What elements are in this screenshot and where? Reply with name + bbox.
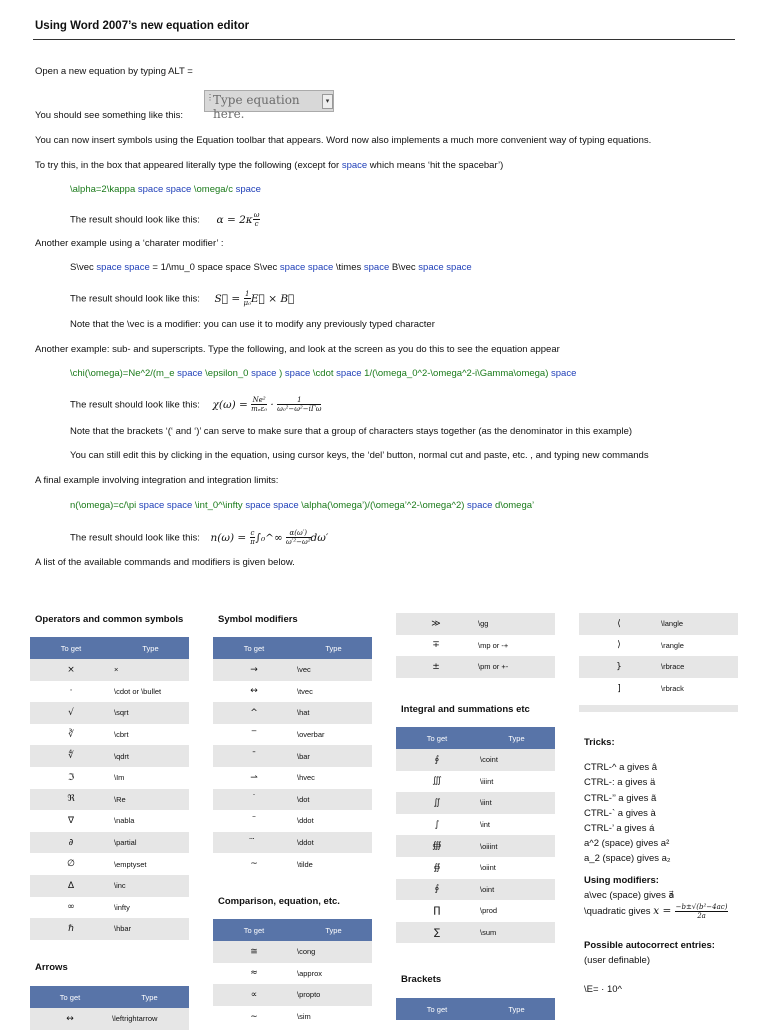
- symbol-cell: ∆: [30, 875, 112, 897]
- col-type: Type: [478, 727, 555, 749]
- command-cell: \inc: [112, 875, 189, 897]
- command-cell: \oiint: [478, 857, 555, 879]
- symbol-cell: →: [213, 659, 295, 681]
- symbol-cell: ∂: [30, 832, 112, 854]
- try-this-text: To try this, in the box that appeared literally type the following (except for space which means ‘hit the spacebar’): [35, 160, 504, 171]
- trick-line: a_2 (space) gives a₂: [584, 853, 671, 865]
- command-cell: \emptyset: [112, 853, 189, 875]
- symbol-cell: ∇: [30, 810, 112, 832]
- col-to-get: To get: [396, 998, 478, 1020]
- table-row: [396, 900, 555, 922]
- symbol-cell: ℑ: [30, 767, 112, 789]
- table-row: [396, 656, 555, 678]
- symbol-cell: ∰: [396, 835, 478, 857]
- table-row: [396, 749, 555, 771]
- ex3-note-2: You can still edit this by clicking in the equation, using cursor keys, the ‘del’ button, normal cut and paste, etc. , and typing new commands: [70, 450, 649, 461]
- page-title: Using Word 2007’s new equation editor: [35, 20, 250, 32]
- col-type: Type: [112, 637, 189, 659]
- ex2-result: The result should look like this: S⃗ = $\frac{1}{\text{μ₀}}$ E⃗ × B⃗: [70, 290, 295, 307]
- trick-line: a^2 (space) gives a²: [584, 838, 670, 850]
- table-row: [579, 613, 738, 635]
- col-to-get: To get: [213, 637, 295, 659]
- command-cell: \cdot or \bullet: [112, 681, 189, 703]
- tricks-panel: [584, 735, 728, 998]
- symbol-cell: ∅: [30, 853, 112, 875]
- command-cell: \langle: [659, 613, 738, 635]
- tricks-heading: Tricks:: [584, 737, 615, 748]
- autocorrect-sub: (user definable): [584, 955, 651, 967]
- symbol-cell: ⟩: [579, 635, 659, 657]
- ex4-heading: A final example involving integration and integration limits:: [35, 475, 279, 486]
- table-row: [396, 613, 555, 635]
- col-type: Type: [478, 998, 555, 1020]
- col-type: Type: [110, 986, 189, 1008]
- modifier-vec-tip: a\vec (space) gives a⃗: [584, 889, 675, 901]
- table-row: [396, 857, 555, 879]
- symbol-cell: ˙: [213, 789, 295, 811]
- symbol-cell: ⟨: [579, 613, 659, 635]
- table-row: [213, 681, 372, 703]
- table-row: [213, 963, 372, 985]
- ex2-heading: Another example using a ‘charater modifier’ :: [35, 238, 224, 249]
- ex2-note: Note that the \vec is a modifier: you can use it to modify any previously typed character: [70, 319, 435, 330]
- ex1-result: The result should look like this: α = 2κ $\frac{\omega}{c}$: [70, 211, 260, 228]
- col-to-get: To get: [30, 986, 110, 1008]
- symbol-cell: ∼: [213, 1006, 295, 1028]
- command-cell: \Re: [112, 789, 189, 811]
- title-rule: [33, 39, 735, 40]
- table-row: [213, 941, 372, 963]
- command-cell: ×: [112, 659, 189, 681]
- angles-table: [579, 613, 738, 699]
- symbol-cell: ¨: [213, 810, 295, 832]
- command-cell: \sqrt: [112, 702, 189, 724]
- ex3-code: \chi(\omega)=Ne^2/(m_e space \epsilon_0 space ) space \cdot space 1/(\omega_0^2-\omega^2-i\Gamma\omega) space: [70, 368, 577, 379]
- symbol-cell: ∫: [396, 814, 478, 836]
- table-row: [213, 724, 372, 746]
- table-row: [396, 814, 555, 836]
- chevron-down-icon[interactable]: ▾: [322, 94, 333, 109]
- equation-placeholder-box[interactable]: [204, 90, 334, 121]
- table-row: [396, 835, 555, 857]
- insert-symbols-text: You can now insert symbols using the Equation toolbar that appears. Word now also implements a much more convenient way of typing equations.: [35, 135, 652, 146]
- symbol-cell: ≅: [213, 941, 295, 963]
- tricks-lines: [584, 760, 728, 866]
- command-cell: \tilde: [295, 853, 372, 875]
- arrows-heading: Arrows: [35, 962, 68, 973]
- command-cell: \rangle: [659, 635, 738, 657]
- command-cell: \partial: [112, 832, 189, 854]
- col-type: Type: [295, 637, 372, 659]
- table-row: [30, 810, 189, 832]
- table-row: [213, 832, 372, 854]
- command-cell: \hvec: [295, 767, 372, 789]
- table-row: [30, 659, 189, 681]
- table-row: [213, 767, 372, 789]
- command-cell: \propto: [295, 984, 372, 1006]
- open-eq-text: Open a new equation by typing ALT =: [35, 66, 193, 77]
- operators-table: [30, 637, 189, 940]
- grip-icon[interactable]: ⋮: [206, 93, 214, 102]
- brackets-table: [396, 998, 555, 1020]
- trick-line: CTRL-: a gives ä: [584, 777, 656, 789]
- table-row: [30, 832, 189, 854]
- table-row: [30, 853, 189, 875]
- command-cell: \hat: [295, 702, 372, 724]
- integrals-table: [396, 727, 555, 943]
- command-cell: \tvec: [295, 681, 372, 703]
- symbol-cell: ∮: [396, 749, 478, 771]
- table-row: [213, 984, 372, 1006]
- ex2-code: S\vec space space = 1/\mu_0 space space S\vec space space \times space B\vec space space: [70, 262, 472, 273]
- command-cell: \coint: [478, 749, 555, 771]
- table-row: [30, 724, 189, 746]
- command-cell: \bar: [295, 745, 372, 767]
- symbol-cell: ¯: [213, 745, 295, 767]
- table-row: [579, 678, 738, 700]
- symbol-cell: ↔: [30, 1008, 110, 1030]
- symbol-cell: ⇀: [213, 767, 295, 789]
- table-row: [213, 810, 372, 832]
- command-cell: \dot: [295, 789, 372, 811]
- symbol-cell: √: [30, 702, 112, 724]
- col-to-get: To get: [396, 727, 478, 749]
- table-row: [579, 656, 738, 678]
- ex4-code: n(\omega)=c/\pi space space \int_0^\infty space space \alpha(\omega’)/(\omega’^2-\omega^2) space d\omega’: [70, 500, 535, 511]
- symbol-cell: ∯: [396, 857, 478, 879]
- ex1-result-eq: α = 2κ $\frac{\omega}{c}$: [216, 211, 260, 228]
- symbol-cell: ×: [30, 659, 112, 681]
- symbol-cell: ∭: [396, 771, 478, 793]
- table-row: [396, 922, 555, 944]
- command-cell: \ddot: [295, 832, 372, 854]
- col-to-get: To get: [213, 919, 295, 941]
- modifiers-heading: Symbol modifiers: [218, 614, 298, 625]
- command-cell: \sum: [478, 922, 555, 944]
- table-row: [396, 879, 555, 901]
- col-type: Type: [295, 919, 372, 941]
- table-row: [30, 875, 189, 897]
- table-row: [213, 853, 372, 875]
- command-cell: \nabla: [112, 810, 189, 832]
- symbol-cell: ∓: [396, 635, 476, 657]
- table-row: [30, 1008, 189, 1030]
- table-row: [579, 635, 738, 657]
- trick-line: CTRL-’ a gives á: [584, 823, 655, 835]
- table-row: [213, 702, 372, 724]
- ex3-heading: Another example: sub- and superscripts. Type the following, and look at the screen as you do this to see the equation appear: [35, 344, 560, 355]
- integrals-heading: Integral and summations etc: [401, 704, 530, 715]
- command-cell: \sim: [295, 1006, 372, 1028]
- command-cell: \rbrack: [659, 678, 738, 700]
- command-cell: \pm or +-: [476, 656, 555, 678]
- symbol-cell: ∜: [30, 745, 112, 767]
- command-cell: \infty: [112, 897, 189, 919]
- command-cell: \oiiint: [478, 835, 555, 857]
- command-cell: \approx: [295, 963, 372, 985]
- command-cell: \rbrace: [659, 656, 738, 678]
- trick-line: CTRL-` a gives à: [584, 807, 656, 819]
- quadratic-tip: \quadratic gives x = $\frac{\text{−b±√(b²−4ac)}}{2a}$: [584, 903, 728, 921]
- symbol-cell: ∞: [30, 897, 112, 919]
- command-cell: \cbrt: [112, 724, 189, 746]
- table-row: [30, 745, 189, 767]
- table-row: [213, 745, 372, 767]
- col-to-get: To get: [30, 637, 112, 659]
- operators-heading: Operators and common symbols: [35, 614, 184, 625]
- autocorrect-e: \E= · 10^: [584, 984, 622, 996]
- ex4-result: The result should look like this: n(ω) = $\frac{c}{\pi}$ ∫₀^∞ $\frac{\alpha(\omega')}{\text{ω′²−ω²}}$ dω′: [70, 529, 329, 546]
- symbol-cell: ∑: [396, 922, 478, 944]
- symbol-cell: ~: [213, 853, 295, 875]
- table-row: [396, 792, 555, 814]
- command-cell: \overbar: [295, 724, 372, 746]
- command-cell: \hbar: [112, 918, 189, 940]
- table-row: [30, 767, 189, 789]
- table-row: [30, 702, 189, 724]
- command-cell: \gg: [476, 613, 555, 635]
- comparison-heading: Comparison, equation, etc.: [218, 896, 340, 907]
- symbol-cell: ℏ: [30, 918, 112, 940]
- equation-placeholder: Type equation here.: [213, 93, 300, 121]
- command-cell: \iint: [478, 792, 555, 814]
- ex1-code: \alpha=2\kappa space space \omega/c space: [70, 184, 261, 195]
- command-cell: \int: [478, 814, 555, 836]
- ex3-note-1: Note that the brackets ‘(‘ and ‘)’ can serve to make sure that a group of characters stays together (as the denominator in this example): [70, 426, 633, 437]
- command-cell: \leftrightarrow: [110, 1008, 189, 1030]
- trick-line: CTRL-^ a gives â: [584, 762, 658, 774]
- ex3-result: The result should look like this: χ(ω) = $\frac{\text{Ne²}}{\text{mₑε₀}}$ · $\frac{1}{\text{ω₀²−ω²−iΓω}}$: [70, 396, 322, 413]
- trick-line: CTRL-’’ a gives ã: [584, 792, 657, 804]
- command-cell: \qdrt: [112, 745, 189, 767]
- list-note: A list of the available commands and modifiers is given below.: [35, 557, 295, 568]
- command-cell: \Im: [112, 767, 189, 789]
- table-row: [396, 771, 555, 793]
- table-row: [213, 659, 372, 681]
- symbol-cell: ℜ: [30, 789, 112, 811]
- ex2-result-eq: S⃗ = $\frac{1}{\text{μ₀}}$ E⃗ × B⃗: [214, 290, 295, 307]
- symbol-cell: ^: [213, 702, 295, 724]
- symbol-cell: ‾: [213, 724, 295, 746]
- symbol-cell: }: [579, 656, 659, 678]
- command-cell: \oint: [478, 879, 555, 901]
- symbol-cell: ∏: [396, 900, 478, 922]
- table-row: [213, 789, 372, 811]
- symbol-cell: ]: [579, 678, 659, 700]
- symbol-cell: [213, 832, 295, 854]
- comparison-table: [213, 919, 372, 1027]
- symbol-cell: ∝: [213, 984, 295, 1006]
- table-row: [30, 681, 189, 703]
- table-row: [30, 918, 189, 940]
- table-row: [396, 635, 555, 657]
- command-cell: \vec: [295, 659, 372, 681]
- symbol-cell: ∮: [396, 879, 478, 901]
- table-row: [30, 789, 189, 811]
- symbol-cell: ·: [30, 681, 112, 703]
- table-row: [30, 897, 189, 919]
- modifiers-tip-heading: Using modifiers:: [584, 874, 659, 886]
- symbol-cell: ↔: [213, 681, 295, 703]
- ex4-result-eq: n(ω) = $\frac{c}{\pi}$ ∫₀^∞ $\frac{\alpha(\omega')}{\text{ω′²−ω²}}$ dω′: [210, 529, 329, 546]
- brackets-heading: Brackets: [401, 974, 442, 985]
- command-cell: \prod: [478, 900, 555, 922]
- table-row: [213, 1006, 372, 1028]
- command-cell: \cong: [295, 941, 372, 963]
- autocorrect-heading: Possible autocorrect entries:: [584, 940, 715, 952]
- see-like-text: You should see something like this:: [35, 110, 184, 121]
- symbol-cell: ∬: [396, 792, 478, 814]
- symbol-cell: ±: [396, 656, 476, 678]
- command-cell: \mp or -+: [476, 635, 555, 657]
- ex3-result-eq: χ(ω) = $\frac{\text{Ne²}}{\text{mₑε₀}}$ · $\frac{1}{\text{ω₀²−ω²−iΓω}}$: [212, 396, 322, 413]
- symbol-cell: ∛: [30, 724, 112, 746]
- command-cell: \iiint: [478, 771, 555, 793]
- command-cell: \ddot: [295, 810, 372, 832]
- table-end-strip: [579, 705, 738, 712]
- symbol-cell: ≈: [213, 963, 295, 985]
- misc-table: [396, 613, 555, 678]
- modifiers-table: [213, 637, 372, 875]
- symbol-cell: ≫: [396, 613, 476, 635]
- arrows-table: [30, 986, 189, 1030]
